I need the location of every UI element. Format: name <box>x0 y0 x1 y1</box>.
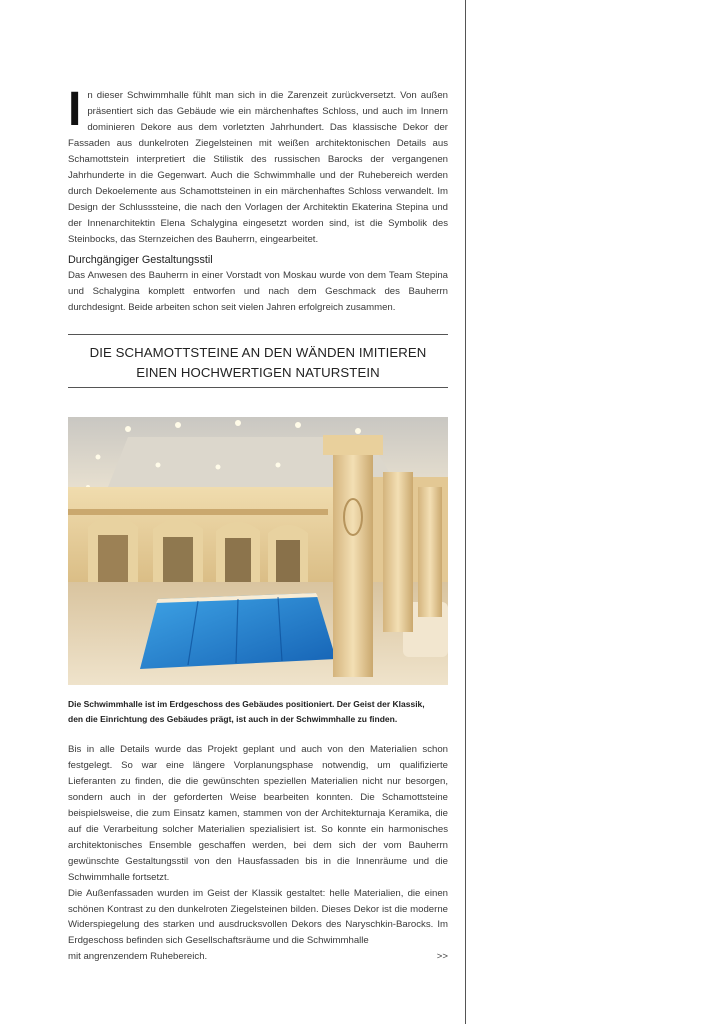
column-main <box>333 447 373 677</box>
intro-text: n dieser Schwimmhalle fühlt man sich in die Zarenzeit zurückversetzt. Von außen präsentiert sich das Gebäude wie ein märchenhaftes Schloss, und auch im Innern dominieren Dekore aus dem vorletzten Jahrhundert. Das klassische Dekor der Fassaden aus dunkelroten Ziegelsteinen mit weißen architektonischen Details aus Schamottstein interpretiert die Stilistik des russischen Barocks der vergangenen Jahrhunderte in die Gegenwart. Auch die Schwimmhalle und der Ruhebereich werden durch Dekoelemente aus Schamottsteinen in ein märchenhaftes Schloss verwandelt. Im Design der Schlusssteine, die nach den Vorlagen der Architektin Ekaterina Stepina und der Innenarchitektin Elena Schalygina eingesetzt worden sind, ist die Symbolik des Steinbocks, das Sternzeichen des Bauherrn, eingearbeitet. <box>68 90 448 245</box>
body-paragraph-2: Die Außenfassaden wurden im Geist der Klassik gestaltet: helle Materialien, die einen schönen Kontrast zu den dunkelroten Ziegelsteinen bilden. Dieses Dekor ist die moderne Widerspiegelung des starken und ausdrucksvollen Dekors des Naryschkin-Barocks. Im Erdgeschoss befinden sich Gesellschaftsräume und die Schwimmhalle <box>68 887 448 947</box>
section-heading: Durchgängiger Gestaltungsstil <box>68 254 213 266</box>
column-third <box>418 487 442 617</box>
body-paragraph-1: Bis in alle Details wurde das Projekt geplant und auch von den Materialien schon festgelegt. So war eine längere Vorplanungsphase notwendig, um qualifizierte Lieferanten zu finden, die die gewünschten speziellen Materialien nicht nur besorgen, sondern auch in der geforderten Weise bearbeiten konnten. Die Schamottsteine beispielsweise, die zum Einsatz kamen, stammen von der Architekturnaja Keramika, die auf die Verarbeitung solcher Materialien spezialisiert ist. So konnte ein harmonisches architektonisches Ensemble geschaffen werden, bei dem sich der vom Bauherrn gewünschte Gestaltungsstil von den Hausfassaden bis in die Innenräume und die Schwimmhalle fortsetzt. <box>68 744 448 883</box>
section-paragraph: Das Anwesen des Bauherrn in einer Vorstadt von Moskau wurde von dem Team Stepina und Schalygina komplett entworfen und nach dem Geschmack des Bauherrn durchdesignt. Beide arbeiten schon seit vielen Jahren erfolgreich zusammen. <box>68 270 448 313</box>
page-divider <box>465 0 466 1024</box>
pull-quote-line-2: EINEN HOCHWERTIGEN NATURSTEIN <box>136 364 380 380</box>
caption-line-1: Die Schwimmhalle ist im Erdgeschoss des Gebäudes positioniert. Der Geist der Klassik, <box>68 699 425 709</box>
body-last-line <box>68 949 448 965</box>
continue-mark: >> <box>436 951 448 963</box>
column-second <box>383 472 413 632</box>
pull-quote-line-1: DIE SCHAMOTTSTEINE AN DEN WÄNDEN IMITIEREN <box>89 345 427 360</box>
photo-caption <box>68 697 448 728</box>
wall-cornice <box>68 509 328 515</box>
caption-line-2: den die Einrichtung des Gebäudes prägt, ist auch in der Schwimmhalle zu finden. <box>68 714 398 725</box>
column-capital <box>323 435 383 455</box>
body-last-line-text: mit angrenzendem Ruhebereich. <box>68 951 208 963</box>
body-text <box>68 742 448 965</box>
pull-quote <box>68 334 448 388</box>
intro-paragraph <box>68 83 448 248</box>
pool-photo <box>68 417 448 685</box>
drop-cap: I <box>68 83 82 136</box>
